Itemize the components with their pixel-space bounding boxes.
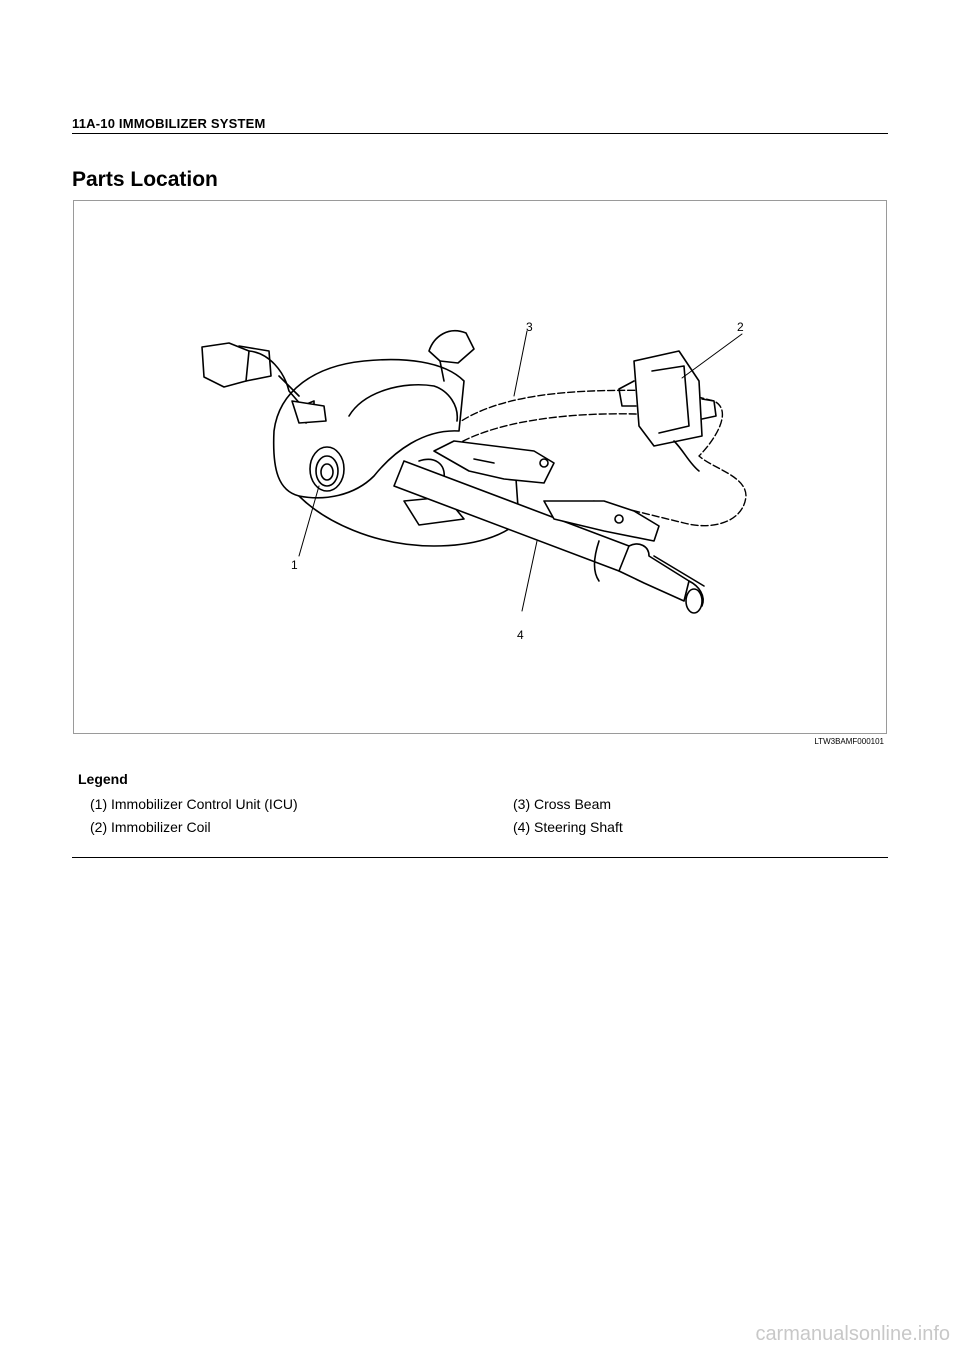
bottom-divider [72, 857, 888, 858]
icu-module [619, 351, 716, 471]
steering-column-illustration [74, 201, 886, 733]
callout-2: 2 [737, 320, 744, 334]
steering-shaft [394, 461, 704, 613]
legend-item-2: (2) Immobilizer Coil [90, 819, 211, 835]
callout-3: 3 [526, 320, 533, 334]
parts-location-figure [73, 200, 887, 746]
legend-item-4: (4) Steering Shaft [513, 819, 623, 835]
figure-code: LTW3BAMF000101 [814, 737, 884, 746]
legend-heading: Legend [78, 771, 128, 787]
legend-item-3: (3) Cross Beam [513, 796, 612, 812]
header-divider [72, 133, 888, 134]
watermark: carmanualsonline.info [755, 1323, 950, 1345]
running-header: 11A-10 IMMOBILIZER SYSTEM [72, 116, 266, 131]
legend-item-1: (1) Immobilizer Control Unit (ICU) [90, 796, 298, 812]
section-title: Parts Location [72, 168, 218, 191]
callout-1: 1 [291, 558, 298, 572]
callout-4: 4 [517, 628, 524, 642]
